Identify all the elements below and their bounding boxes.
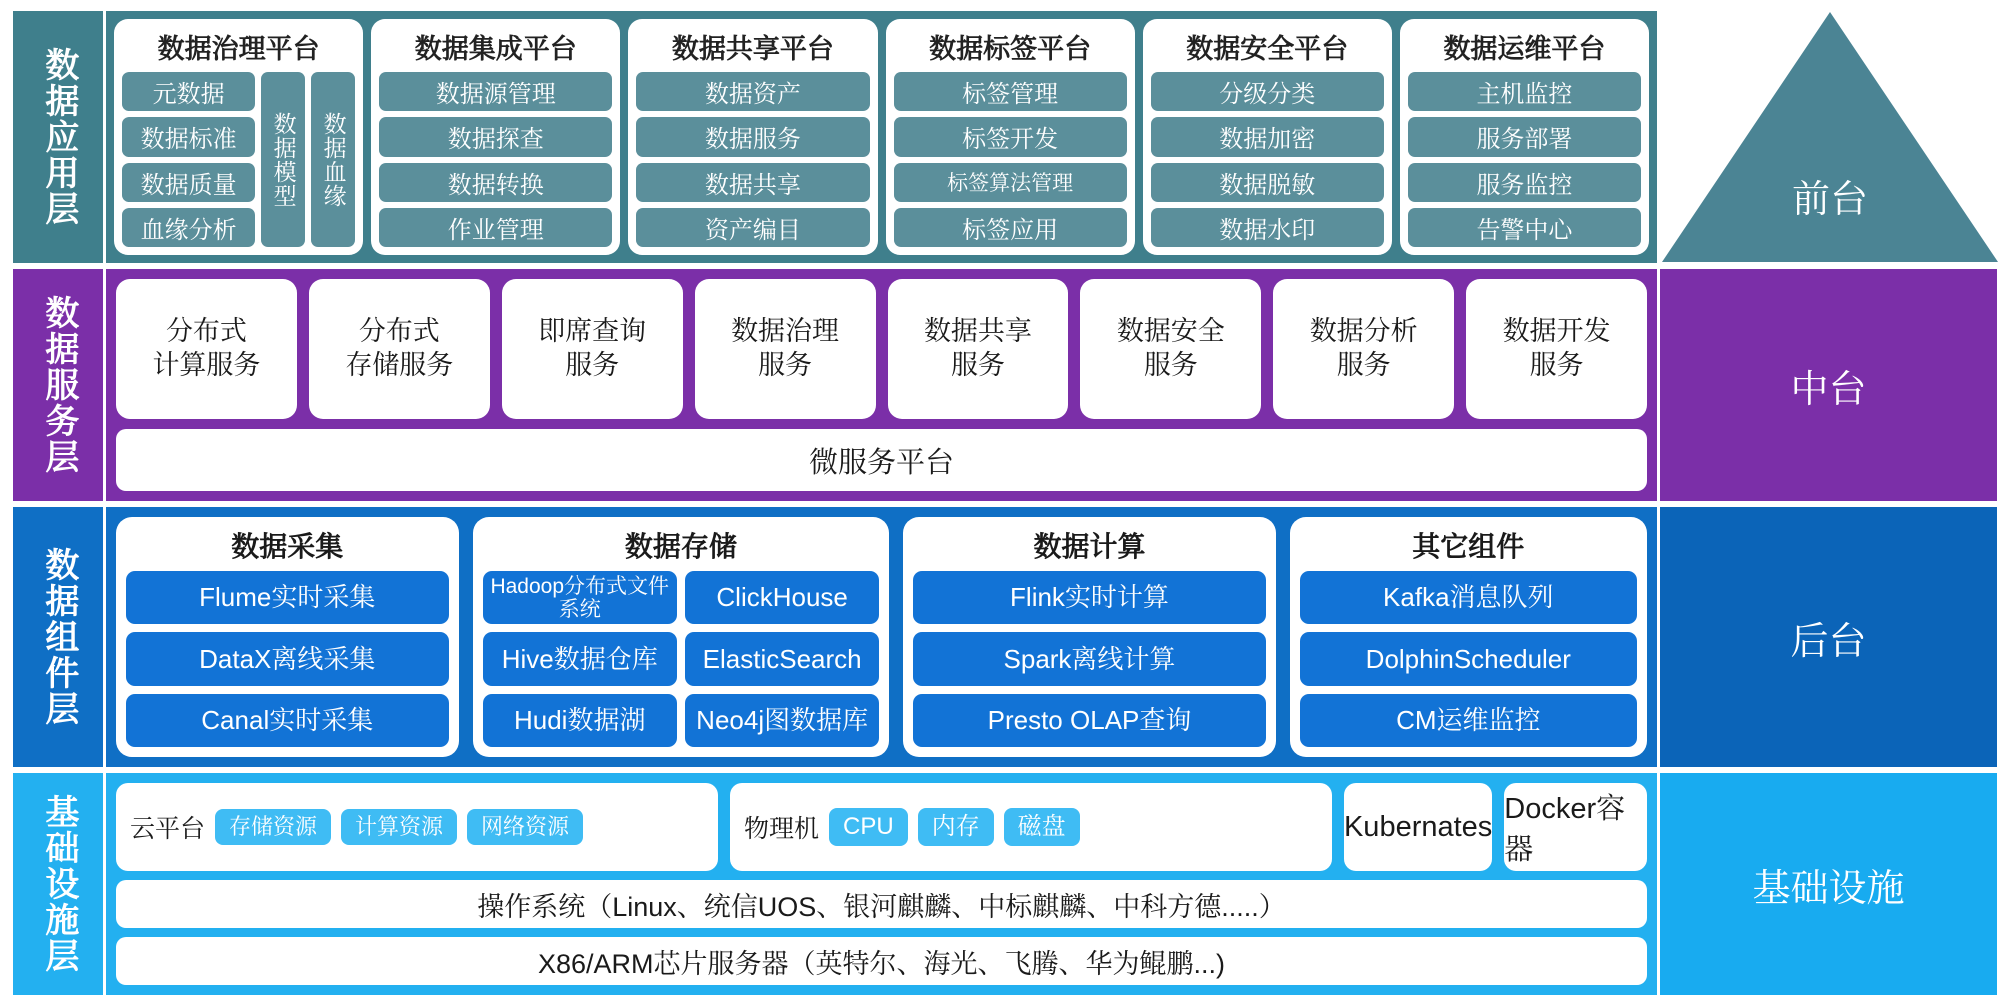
component-chip[interactable]: DataX离线采集 [126, 632, 449, 685]
docker-box[interactable]: Docker容器 [1504, 783, 1647, 871]
infrastructure-label: 基础设施 [1660, 770, 2000, 998]
backend-label: 后台 [1660, 504, 2000, 770]
component-group [1290, 517, 1647, 757]
physical-resource-chip[interactable]: CPU [829, 808, 908, 846]
component-chip[interactable]: Hudi数据湖 [483, 694, 677, 747]
platform-chip[interactable]: 数据标准 [122, 117, 255, 156]
component-chip[interactable]: Presto OLAP查询 [913, 694, 1265, 747]
platform-title: 数据集成平台 [414, 34, 577, 64]
layer-label-infrastructure-text: 基础设施层 [39, 794, 78, 974]
platform-chip-column [1151, 72, 1384, 247]
component-chip[interactable]: Neo4j图数据库 [685, 694, 879, 747]
platform-chip-vertical-text: 数据血缘 [320, 111, 347, 208]
layer-application [10, 8, 2000, 266]
platform-chip-vertical[interactable] [261, 72, 305, 247]
layer-label-service-text: 数据服务层 [39, 295, 78, 475]
physical-resource-chip[interactable]: 磁盘 [1004, 808, 1080, 846]
service-card[interactable]: 分布式 存储服务 [309, 279, 490, 419]
frontend-label: 前台 [1791, 179, 1868, 221]
platform-chip[interactable]: 数据水印 [1151, 208, 1384, 247]
service-container [106, 266, 1660, 504]
infrastructure-container [106, 770, 1660, 998]
platform-chip-column [636, 72, 869, 247]
platform-chip-vertical[interactable] [311, 72, 355, 247]
component-chip[interactable]: CM运维监控 [1300, 694, 1637, 747]
physical-resource-chip[interactable]: 内存 [918, 808, 994, 846]
component-chip[interactable]: Kafka消息队列 [1300, 571, 1637, 624]
platform-title: 数据共享平台 [671, 34, 834, 64]
platform-chip-vertical-text: 数据模型 [270, 111, 297, 208]
layer-component [10, 504, 2000, 770]
platform-chip[interactable]: 标签算法管理 [894, 163, 1127, 202]
platform-title: 数据治理平台 [157, 34, 320, 64]
component-container [106, 504, 1660, 770]
component-group-title: 数据采集 [231, 531, 344, 562]
application-platform-container [106, 8, 1660, 266]
service-card[interactable]: 分布式 计算服务 [116, 279, 297, 419]
layer-infrastructure [10, 770, 2000, 998]
platform-chip[interactable]: 主机监控 [1408, 72, 1641, 111]
platform-chip[interactable]: 数据转换 [379, 163, 612, 202]
frontend-triangle [1660, 8, 2000, 266]
service-card[interactable]: 数据开发 服务 [1466, 279, 1647, 419]
platform-chip[interactable]: 告警中心 [1408, 208, 1641, 247]
service-card[interactable]: 数据安全 服务 [1080, 279, 1261, 419]
platform-chip[interactable]: 元数据 [122, 72, 255, 111]
platform-chip[interactable]: 数据加密 [1151, 117, 1384, 156]
cloud-resource-chip[interactable]: 网络资源 [467, 809, 583, 845]
kubernetes-box[interactable]: Kubernates [1344, 783, 1492, 871]
layer-label-service [10, 266, 106, 504]
component-chip[interactable]: Canal实时采集 [126, 694, 449, 747]
platform-chip[interactable]: 资产编目 [636, 208, 869, 247]
platform-chip[interactable]: 服务部署 [1408, 117, 1641, 156]
platform-card[interactable] [114, 19, 363, 255]
layer-label-application-text: 数据应用层 [39, 47, 78, 227]
physical-machine-box[interactable] [730, 783, 1332, 871]
component-chip[interactable]: ElasticSearch [685, 632, 879, 685]
middle-platform-label: 中台 [1660, 266, 2000, 504]
platform-card[interactable] [1400, 19, 1649, 255]
platform-card[interactable] [628, 19, 877, 255]
service-card[interactable]: 数据治理 服务 [695, 279, 876, 419]
component-chip[interactable]: Flink实时计算 [913, 571, 1265, 624]
platform-chip[interactable]: 服务监控 [1408, 163, 1641, 202]
service-card-row [116, 279, 1647, 419]
component-chip[interactable]: ClickHouse [685, 571, 879, 624]
platform-chip-column [894, 72, 1127, 247]
microservice-platform-bar[interactable]: 微服务平台 [116, 429, 1647, 491]
service-card[interactable]: 数据共享 服务 [888, 279, 1069, 419]
layer-label-component-text: 数据组件层 [39, 547, 78, 727]
component-group [116, 517, 459, 757]
platform-chip[interactable]: 数据源管理 [379, 72, 612, 111]
layer-label-component [10, 504, 106, 770]
platform-chip[interactable]: 数据服务 [636, 117, 869, 156]
layer-label-infrastructure [10, 770, 106, 998]
chip-server-bar[interactable]: X86/ARM芯片服务器（英特尔、海光、飞腾、华为鲲鹏...) [116, 937, 1647, 985]
component-group-title: 数据计算 [1033, 531, 1146, 562]
triangle-shape [1662, 12, 1998, 262]
cloud-platform-box[interactable] [116, 783, 718, 871]
platform-card[interactable] [1143, 19, 1392, 255]
platform-chip[interactable]: 标签应用 [894, 208, 1127, 247]
component-chip[interactable]: Hive数据仓库 [483, 632, 677, 685]
component-chip[interactable]: DolphinScheduler [1300, 632, 1637, 685]
platform-chip[interactable]: 数据资产 [636, 72, 869, 111]
component-chip[interactable]: Hadoop分布式文件系统 [483, 571, 677, 624]
platform-chip[interactable]: 数据脱敏 [1151, 163, 1384, 202]
platform-chip[interactable]: 数据质量 [122, 163, 255, 202]
platform-card[interactable] [886, 19, 1135, 255]
layer-service [10, 266, 2000, 504]
platform-chip[interactable]: 血缘分析 [122, 208, 255, 247]
layer-label-application [10, 8, 106, 266]
platform-chip[interactable]: 数据共享 [636, 163, 869, 202]
component-group [903, 517, 1275, 757]
platform-chip[interactable]: 数据探查 [379, 117, 612, 156]
platform-chip-column [122, 72, 255, 247]
platform-title: 数据安全平台 [1186, 34, 1349, 64]
platform-title: 数据标签平台 [929, 34, 1092, 64]
cloud-platform-label: 云平台 [130, 815, 206, 843]
platform-card[interactable] [371, 19, 620, 255]
operating-system-bar[interactable]: 操作系统（Linux、统信UOS、银河麒麟、中标麒麟、中科方德.....） [116, 880, 1647, 928]
component-group-title: 数据存储 [624, 531, 737, 562]
platform-chip[interactable]: 作业管理 [379, 208, 612, 247]
platform-chip[interactable]: 标签管理 [894, 72, 1127, 111]
service-card[interactable]: 即席查询 服务 [502, 279, 683, 419]
component-chip[interactable]: Flume实时采集 [126, 571, 449, 624]
platform-chip-column [379, 72, 612, 247]
physical-machine-label: 物理机 [743, 815, 819, 843]
platform-chip[interactable]: 标签开发 [894, 117, 1127, 156]
cloud-resource-chip[interactable]: 存储资源 [215, 809, 331, 845]
platform-chip-column [1408, 72, 1641, 247]
component-group [473, 517, 890, 757]
cloud-resource-chip[interactable]: 计算资源 [341, 809, 457, 845]
component-chip[interactable]: Spark离线计算 [913, 632, 1265, 685]
platform-title: 数据运维平台 [1443, 34, 1606, 64]
infrastructure-top-row [116, 783, 1647, 871]
service-card[interactable]: 数据分析 服务 [1273, 279, 1454, 419]
platform-chip[interactable]: 分级分类 [1151, 72, 1384, 111]
component-group-title: 其它组件 [1412, 531, 1525, 562]
